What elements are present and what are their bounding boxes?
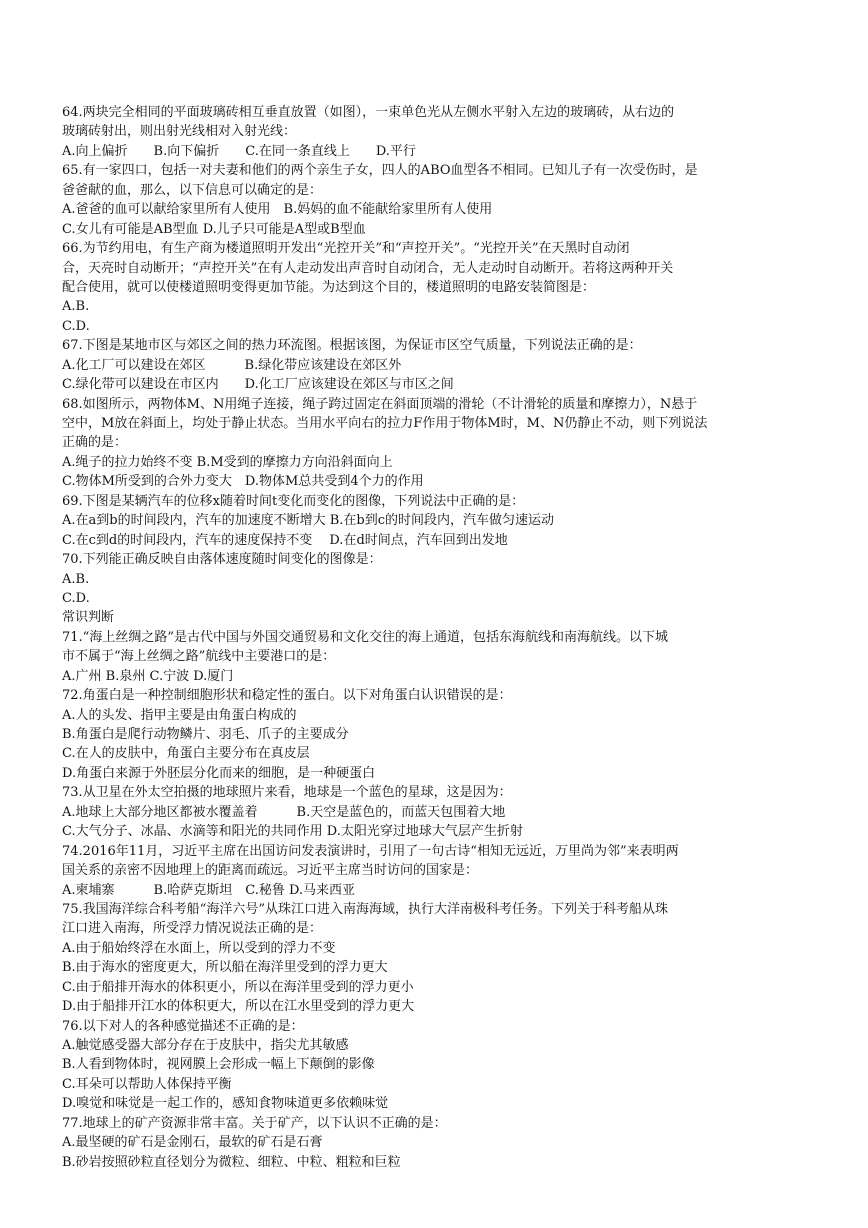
- text-line: B.砂岩按照砂粒直径划分为微粒、细粒、中粒、粗粒和巨粒: [62, 1154, 401, 1170]
- text-line: A.人的头发、指甲主要是由角蛋白构成的: [62, 707, 297, 723]
- text-line: 68.如图所示，两物体M、N用绳子连接，绳子跨过固定在斜面顶端的滑轮（不计滑轮的质量和摩擦力），N悬于: [62, 396, 698, 412]
- text-line: 77.地球上的矿产资源非常丰富。关于矿产，以下认识不正确的是：: [62, 1115, 447, 1131]
- text-line: 市不属于“海上丝绸之路”航线中主要港口的是：: [62, 649, 336, 665]
- text-line: D.嗅觉和味觉是一起工作的，感知食物味道更多依赖味觉: [62, 1096, 389, 1112]
- text-line: 空中，M放在斜面上，均处于静止状态。当用水平向右的拉力F作用于物体M时，M、N仍静止不动，则下列说法: [62, 416, 708, 431]
- text-line: 玻璃砖射出，则出射光线相对入射光线：: [62, 124, 297, 140]
- text-line: B.角蛋白是爬行动物鳞片、羽毛、爪子的主要成分: [62, 727, 349, 742]
- text-line: A.绳子的拉力始终不变 B.M受到的摩擦力方向沿斜面向上: [62, 454, 393, 470]
- text-line: 71.“海上丝绸之路”是古代中国与外国交通贸易和文化交往的海上通道，包括东海航线和南海航线。以下城: [62, 629, 668, 645]
- text-line: C.大气分子、冰晶、水滴等和阳光的共同作用 D.太阳光穿过地球大气层产生折射: [62, 824, 523, 840]
- text-line: A.柬埔寨 B.哈萨克斯坦 C.秘鲁 D.马来西亚: [62, 882, 356, 898]
- text-line: A.由于船始终浮在水面上，所以受到的浮力不变: [62, 940, 336, 956]
- text-line: 66.为节约用电，有生产商为楼道照明开发出“光控开关”和“声控开关”。“光控开关”在天黑时自动闭: [62, 241, 630, 257]
- text-line: A.触觉感受器大部分存在于皮肤中，指尖尤其敏感: [62, 1038, 349, 1053]
- text-line: A.广州 B.泉州 C.宁波 D.厦门: [62, 668, 234, 684]
- text-line: B.由于海水的密度更大，所以船在海洋里受到的浮力更大: [62, 960, 388, 976]
- text-line: C.D.: [62, 590, 90, 606]
- document-page: [62, 103, 810, 1172]
- text-line: A.B.: [62, 571, 90, 587]
- text-line: A.B.: [62, 299, 90, 315]
- text-line: 73.从卫星在外太空拍摄的地球照片来看，地球是一个蓝色的星球，这是因为：: [62, 785, 512, 801]
- text-line: C.物体M所受到的合外力变大 D.物体M总共受到4个力的作用: [62, 474, 424, 490]
- text-line: C.绿化带可以建设在市区内 D.化工厂应该建设在郊区与市区之间: [62, 377, 454, 393]
- text-line: C.耳朵可以帮助人体保持平衡: [62, 1076, 232, 1092]
- text-line: 爸爸献的血，那么，以下信息可以确定的是：: [62, 182, 323, 198]
- text-line: 67.下图是某地市区与郊区之间的热力环流图。根据该图，为保证市区空气质量，下列说法正确的是：: [62, 338, 642, 354]
- text-line: 常识判断: [62, 610, 115, 626]
- text-line: 75.我国海洋综合科考船“海洋六号”从珠江口进入南海海域，执行大洋南极科考任务。下列关于科考船从珠: [62, 901, 668, 917]
- text-line: D.由于船排开江水的体积更大，所以在江水里受到的浮力更大: [62, 999, 415, 1015]
- text-line: 配合使用，就可以使楼道照明变得更加节能。为达到这个目的，楼道照明的电路安装简图是：: [62, 279, 596, 295]
- text-line: D.角蛋白来源于外胚层分化而来的细胞，是一种硬蛋白: [62, 765, 376, 781]
- text-line: 64.两块完全相同的平面玻璃砖相互垂直放置（如图），一束单色光从左侧水平射入左边的玻璃砖，从右边的: [62, 105, 675, 120]
- text-line: 69.下图是某辆汽车的位移x随着时间t变化而变化的图像，下列说法中正确的是：: [62, 493, 525, 509]
- text-line: 合，天亮时自动断开；“声控开关”在有人走动发出声音时自动闭合，无人走动时自动断开。若将这两种开关: [62, 260, 674, 276]
- text-line: A.爸爸的血可以献给家里所有人使用 B.妈妈的血不能献给家里所有人使用: [62, 202, 493, 218]
- text-line: 72.角蛋白是一种控制细胞形状和稳定性的蛋白。以下对角蛋白认识错误的是：: [62, 688, 512, 704]
- text-line: A.化工厂可以建设在郊区 B.绿化带应该建设在郊区外: [62, 357, 402, 373]
- text-line: C.女儿有可能是AB型血 D.儿子只可能是A型或B型血: [62, 221, 366, 237]
- text-line: 76.以下对人的各种感觉描述不正确的是：: [62, 1018, 304, 1034]
- text-line: 65.有一家四口，包括一对夫妻和他们的两个亲生子女，四人的ABO血型各不相同。已知儿子有一次受伤时，是: [62, 163, 698, 179]
- text-line: 江口进入南海，所受浮力情况说法正确的是：: [62, 921, 323, 937]
- text-line: 74.2016年11月，习近平主席在出国访问发表演讲时，引用了一句古诗“相知无远近，万里尚为邻”来表明两: [62, 843, 679, 859]
- text-line: C.在人的皮肤中，角蛋白主要分布在真皮层: [62, 746, 310, 762]
- text-line: A.最坚硬的矿石是金刚石，最软的矿石是石膏: [62, 1135, 323, 1151]
- text-line: 70.下列能正确反映自由落体速度随时间变化的图像是：: [62, 552, 382, 568]
- text-line: A.向上偏折 B.向下偏折 C.在同一条直线上 D.平行: [62, 143, 416, 159]
- text-line: B.人看到物体时，视网膜上会形成一幅上下颠倒的影像: [62, 1057, 375, 1073]
- text-line: C.由于船排开海水的体积更小，所以在海洋里受到的浮力更小: [62, 979, 414, 995]
- text-line: 正确的是：: [62, 435, 128, 451]
- text-line: C.在c到d的时间段内，汽车的速度保持不变 D.在d时间点，汽车回到出发地: [62, 532, 508, 548]
- text-line: 国关系的亲密不因地理上的距离而疏远。习近平主席当时访问的国家是：: [62, 863, 479, 879]
- text-line: A.地球上大部分地区都被水覆盖着 B.天空是蓝色的，而蓝天包围着大地: [62, 804, 506, 820]
- text-line: C.D.: [62, 318, 90, 334]
- text-line: A.在a到b的时间段内，汽车的加速度不断增大 B.在b到c的时间段内，汽车做匀速运动: [62, 513, 555, 529]
